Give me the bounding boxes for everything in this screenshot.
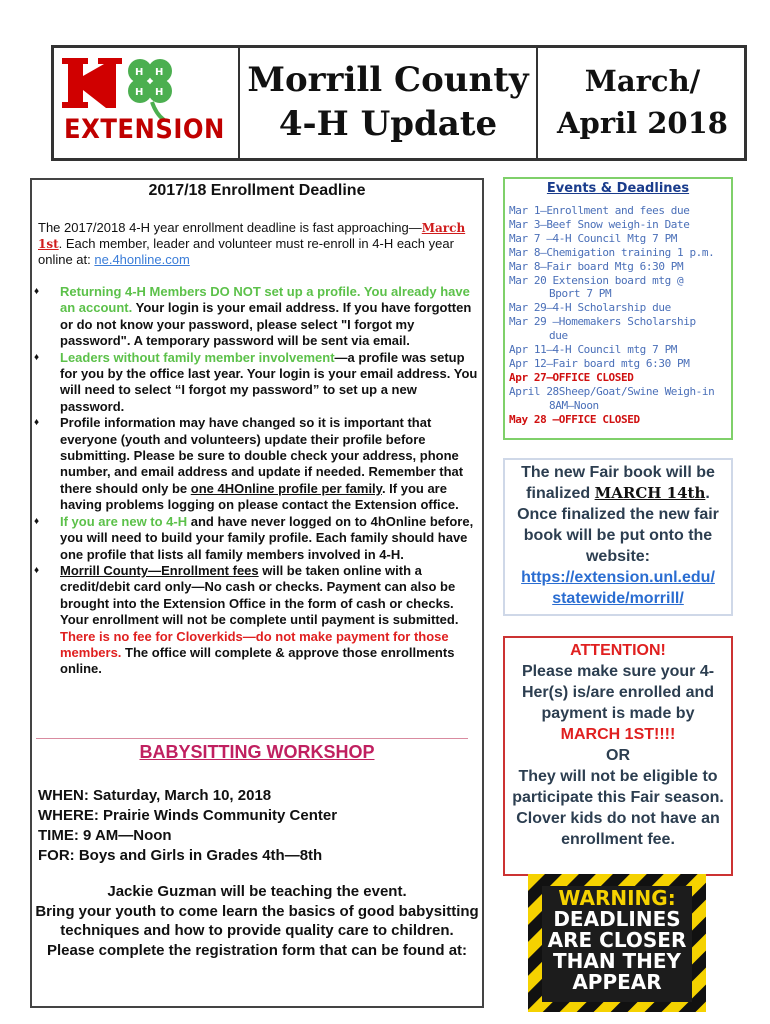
fair-date: MARCH 14th xyxy=(594,484,706,502)
list-item: Mar 7 —4-H Council Mtg 7 PM xyxy=(509,231,678,245)
svg-text:H: H xyxy=(155,67,164,78)
bullet-text: The office will complete & approve those enrollments online. xyxy=(60,644,455,677)
enrollment-link[interactable]: ne.4honline.com xyxy=(94,252,190,267)
list-item: May 28 —OFFICE CLOSED xyxy=(509,412,640,426)
event-text-cont: due xyxy=(549,329,568,343)
diamond-bullet-icon: ♦ xyxy=(34,564,40,576)
warning-line-1: WARNING: xyxy=(558,886,676,910)
bullet-text: . If you are having problems logging on please contact the Extension office. xyxy=(60,480,459,513)
events-list xyxy=(509,204,731,427)
bullet-text: Profile information may have changed so it is important that everyone (youth and volunteers) update their profile before submitting. Please be sure to double check your address, phone number, and email address and update if needed. Remember that there should only be xyxy=(60,415,464,496)
fair-website-link-cont[interactable]: statewide/morrill/ xyxy=(552,590,684,607)
babysitting-heading: BABYSITTING WORKSHOP xyxy=(139,742,375,762)
where-line: WHERE: Prairie Winds Community Center xyxy=(38,807,338,824)
svg-text:H: H xyxy=(135,67,144,78)
list-item: Apr 12—Fair board mtg 6:30 PM xyxy=(509,356,690,370)
list-item: Apr 11—4-H Council mtg 7 PM xyxy=(509,343,678,357)
svg-text:H: H xyxy=(155,87,164,98)
for-line: FOR: Boys and Girls in Grades 4th—8th xyxy=(38,847,323,864)
event-text-cont: Bport 7 PM xyxy=(549,287,612,301)
title-box xyxy=(238,45,538,161)
fair-book-text xyxy=(505,462,731,609)
list-item: Mar 29—4-H Scholarship due xyxy=(509,301,671,315)
enrollment-heading: 2017/18 Enrollment Deadline xyxy=(148,182,366,199)
bullet-warning: There is no fee for Cloverkids—do not make payment for those members. xyxy=(60,628,449,660)
time-line: TIME: 9 AM—Noon xyxy=(38,827,172,844)
list-item xyxy=(509,315,731,343)
list-item: Mar 3—Beef Snow weigh-in Date xyxy=(509,217,690,231)
fair-text-2: . Once finalized the new fair book will be put onto the website: xyxy=(517,485,719,565)
extension-wordmark: EXTENSION xyxy=(64,114,225,145)
enrollment-bullets xyxy=(34,284,480,678)
warning-sign xyxy=(528,874,706,1012)
title-line-2: 4-H Update xyxy=(278,104,498,144)
attention-line-2: They will not be eligible to participate this Fair season. xyxy=(512,768,724,806)
bullet-highlight: Returning 4-H Members DO NOT set up a profile. You already have an account. xyxy=(60,284,470,316)
when-line: WHEN: Saturday, March 10, 2018 xyxy=(38,787,272,804)
list-item xyxy=(34,350,480,416)
bullet-emphasis: Morrill County—Enrollment fees xyxy=(60,562,259,578)
warning-line-3: ARE CLOSER xyxy=(547,928,687,952)
date-line-1: March/ xyxy=(584,64,701,98)
attention-text xyxy=(505,640,731,850)
event-text: Mar 29 —Homemakers Scholarship xyxy=(509,315,696,329)
list-item xyxy=(34,415,480,513)
enrollment-intro xyxy=(38,220,478,268)
date-box xyxy=(538,45,747,161)
attention-line-1: Please make sure your 4-Her(s) is/are enrolled and payment is made by xyxy=(521,663,715,722)
attention-date: MARCH 1ST!!!! xyxy=(560,726,676,743)
svg-text:H: H xyxy=(135,87,144,98)
diamond-bullet-icon: ♦ xyxy=(34,286,40,297)
diamond-bullet-icon: ♦ xyxy=(34,417,40,429)
list-item: Apr 27—OFFICE CLOSED xyxy=(509,370,634,384)
attention-line-3: Clover kids do not have an enrollment fee. xyxy=(516,810,720,848)
list-item: Mar 8—Fair board Mtg 6:30 PM xyxy=(509,259,684,273)
section-divider xyxy=(36,738,468,739)
intro-text-2: . Each member, leader and volunteer must re-enroll in 4-H each year online at: xyxy=(38,236,454,267)
bullet-highlight: Leaders without family member involvement xyxy=(60,349,335,365)
bullet-highlight: If you are new to 4-H xyxy=(60,513,188,529)
teach-line-2: Bring your youth to come learn the basics of good babysitting techniques and how to provide quality care to children. xyxy=(35,902,479,939)
bullet-text: Your login is your email address. If you have forgotten or do not know your password, please select "I forgot my password". A temporary password will be sent via email. xyxy=(60,300,472,349)
events-heading: Events & Deadlines xyxy=(546,181,690,196)
list-item xyxy=(509,274,731,302)
teach-line-1: Jackie Guzman will be teaching the event. xyxy=(107,883,407,900)
list-item: Mar 8—Chemigation training 1 p.m. xyxy=(509,245,715,259)
bullet-text: and have never logged on to 4hOnline before, you will need to build your family profile. Each family should have one profile that lists all family members involved in 4-H. xyxy=(60,513,474,562)
fair-text-1: The new Fair book will be finalized xyxy=(521,464,715,502)
diamond-bullet-icon: ♦ xyxy=(34,351,40,363)
attention-or: OR xyxy=(606,747,630,764)
warning-line-5: APPEAR xyxy=(572,970,662,994)
intro-deadline-date: March 1st xyxy=(38,221,466,251)
list-item xyxy=(34,514,480,563)
event-text: Mar 20 Extension board mtg @ xyxy=(509,273,684,287)
babysitting-details xyxy=(38,786,478,866)
babysitting-description xyxy=(34,882,480,960)
bullet-emphasis: one 4HOnline profile per family xyxy=(190,480,382,496)
list-item: Mar 1—Enrollment and fees due xyxy=(509,204,690,217)
warning-line-4: THAN THEY xyxy=(552,949,682,973)
bullet-text: will be taken online with a credit/debit card only—No cash or checks. Payment can also be brought into the Extension Office in the form of cash or checks. Your enrollment will not be complete until payment is submitted. xyxy=(60,562,459,628)
fair-website-link[interactable]: https://extension.unl.edu/ xyxy=(521,569,715,586)
warning-line-2: DEADLINES xyxy=(553,907,681,931)
attention-heading: ATTENTION! xyxy=(570,642,666,659)
list-item xyxy=(34,563,480,678)
event-text: April 28Sheep/Goat/Swine Weigh-in xyxy=(509,384,715,398)
diamond-bullet-icon: ♦ xyxy=(34,515,40,527)
title-line-1: Morrill County xyxy=(247,60,529,100)
intro-text-1: The 2017/2018 4-H year enrollment deadline is fast approaching— xyxy=(38,220,422,235)
event-text-cont: 8AM—Noon xyxy=(549,398,599,412)
list-item xyxy=(34,284,480,350)
extension-logo xyxy=(58,52,225,156)
teach-line-3: Please complete the registration form that can be found at: xyxy=(46,941,468,959)
bullet-text: —a profile was setup for you by the office last year. Your login is your email address. You will need to select “I forgot my password” to set up a new password. xyxy=(60,349,478,414)
list-item xyxy=(509,385,731,413)
date-line-2: April 2018 xyxy=(557,106,728,140)
